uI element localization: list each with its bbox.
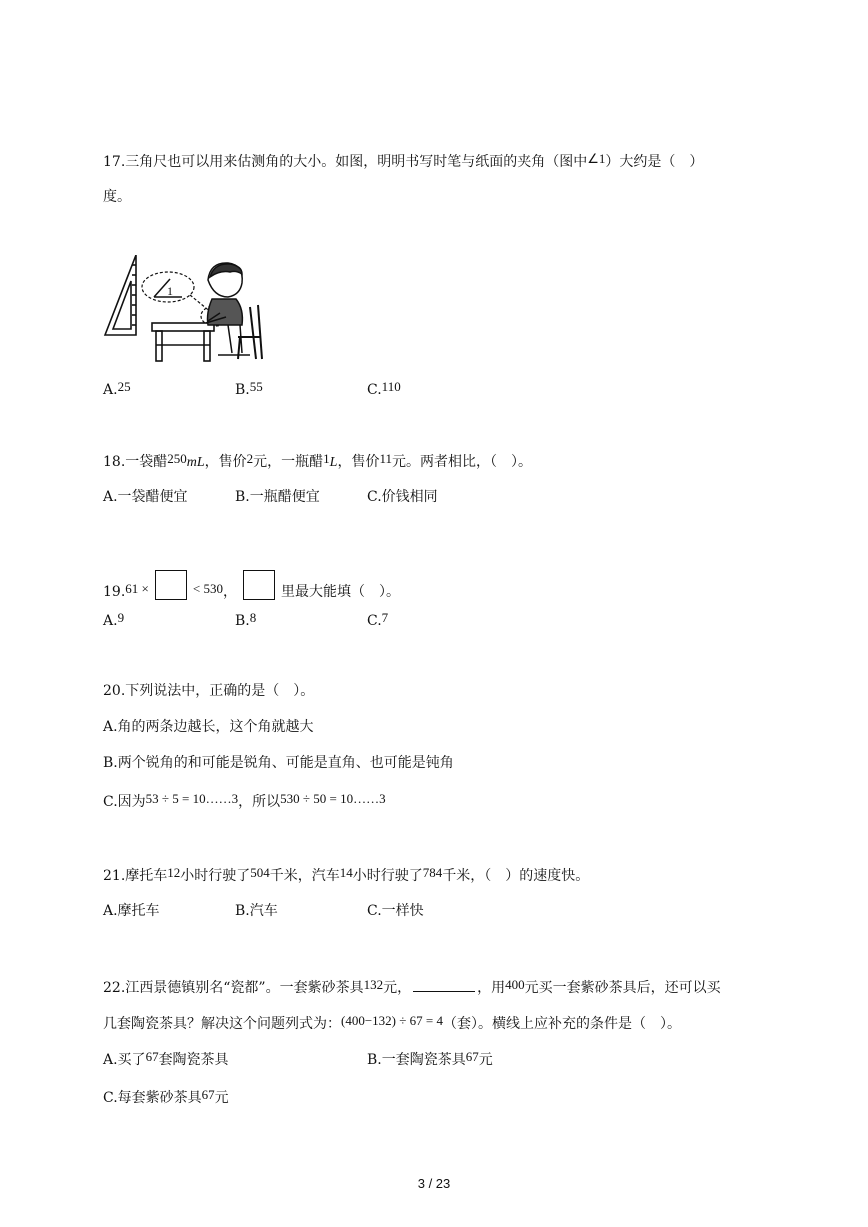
q17-stem-line2: 度。 [103, 189, 131, 205]
triangle-ruler-icon [105, 255, 136, 335]
fill-blank-line [413, 977, 475, 992]
q22-stem-line2: 几套陶瓷茶具？解决这个问题列式为：(400−132) ÷ 67 = 4（套）。横线上应补充的条件是（ ）。 [103, 1013, 681, 1032]
q18-option-a[interactable]: A.一袋醋便宜 [103, 489, 188, 505]
q22-option-c[interactable]: C.每套紫砂茶具67元 [103, 1087, 229, 1106]
q20-stem: 20.下列说法中，正确的是（ ）。 [103, 683, 315, 699]
angle-label: 1 [167, 284, 173, 298]
q22-stem-line1: 22.江西景德镇别名“瓷都”。一套紫砂茶具132元， ，用400元买一套紫砂茶具后，还可以买 [103, 977, 721, 996]
q22-option-b[interactable]: B.一套陶瓷茶具67元 [367, 1049, 493, 1068]
page-number: 3 / 23 [417, 1176, 451, 1191]
q17-figure-student-writing [100, 255, 265, 367]
q21-stem: 21.摩托车12小时行驶了504千米，汽车14小时行驶了784千米，（ ）的速度快。 [103, 865, 590, 884]
q21-option-a[interactable]: A.摩托车 [103, 903, 160, 919]
q17-stem-line1 [103, 150, 703, 171]
q17-option-a[interactable]: A.25 [103, 379, 131, 398]
q17-text-b: ）大约是（ ） [605, 154, 704, 170]
q21-option-b[interactable]: B.汽车 [235, 903, 278, 919]
q18-stem: 18.一袋醋250mL，售价2元，一瓶醋1L，售价11元。两者相比，（ ）。 [103, 451, 532, 470]
answer-box-1 [155, 570, 187, 600]
q17-angle-symbol: ∠1 [587, 151, 606, 166]
desk-icon [152, 323, 214, 361]
q20-option-b[interactable]: B.两个锐角的和可能是锐角、可能是直角、也可能是钝角 [103, 755, 454, 771]
q17-text-a: 17.三角尺也可以用来估测角的大小。如图，明明书写时笔与纸面的夹角（图中 [103, 154, 588, 170]
q19-option-a[interactable]: A.9 [103, 610, 125, 629]
q18-option-c[interactable]: C.价钱相同 [367, 489, 438, 505]
q19-option-c[interactable]: C.7 [367, 610, 389, 629]
q20-option-c[interactable]: C.因为53 ÷ 5 = 10……3，所以530 ÷ 50 = 10……3 [103, 791, 386, 810]
q17-option-b[interactable]: B.55 [235, 379, 263, 398]
q20-option-a[interactable]: A.角的两条边越长，这个角就越大 [103, 719, 314, 735]
q19-option-b[interactable]: B.8 [235, 610, 257, 629]
student-icon [206, 263, 250, 355]
q19-stem: 19.61 × < 530， 里最大能填（ ）。 [103, 570, 400, 601]
q21-option-c[interactable]: C.一样快 [367, 903, 424, 919]
q22-option-a[interactable]: A.买了67套陶瓷茶具 [103, 1049, 229, 1068]
q18-option-b[interactable]: B.一瓶醋便宜 [235, 489, 320, 505]
answer-box-2 [243, 570, 275, 600]
q17-option-c[interactable]: C.110 [367, 379, 401, 398]
